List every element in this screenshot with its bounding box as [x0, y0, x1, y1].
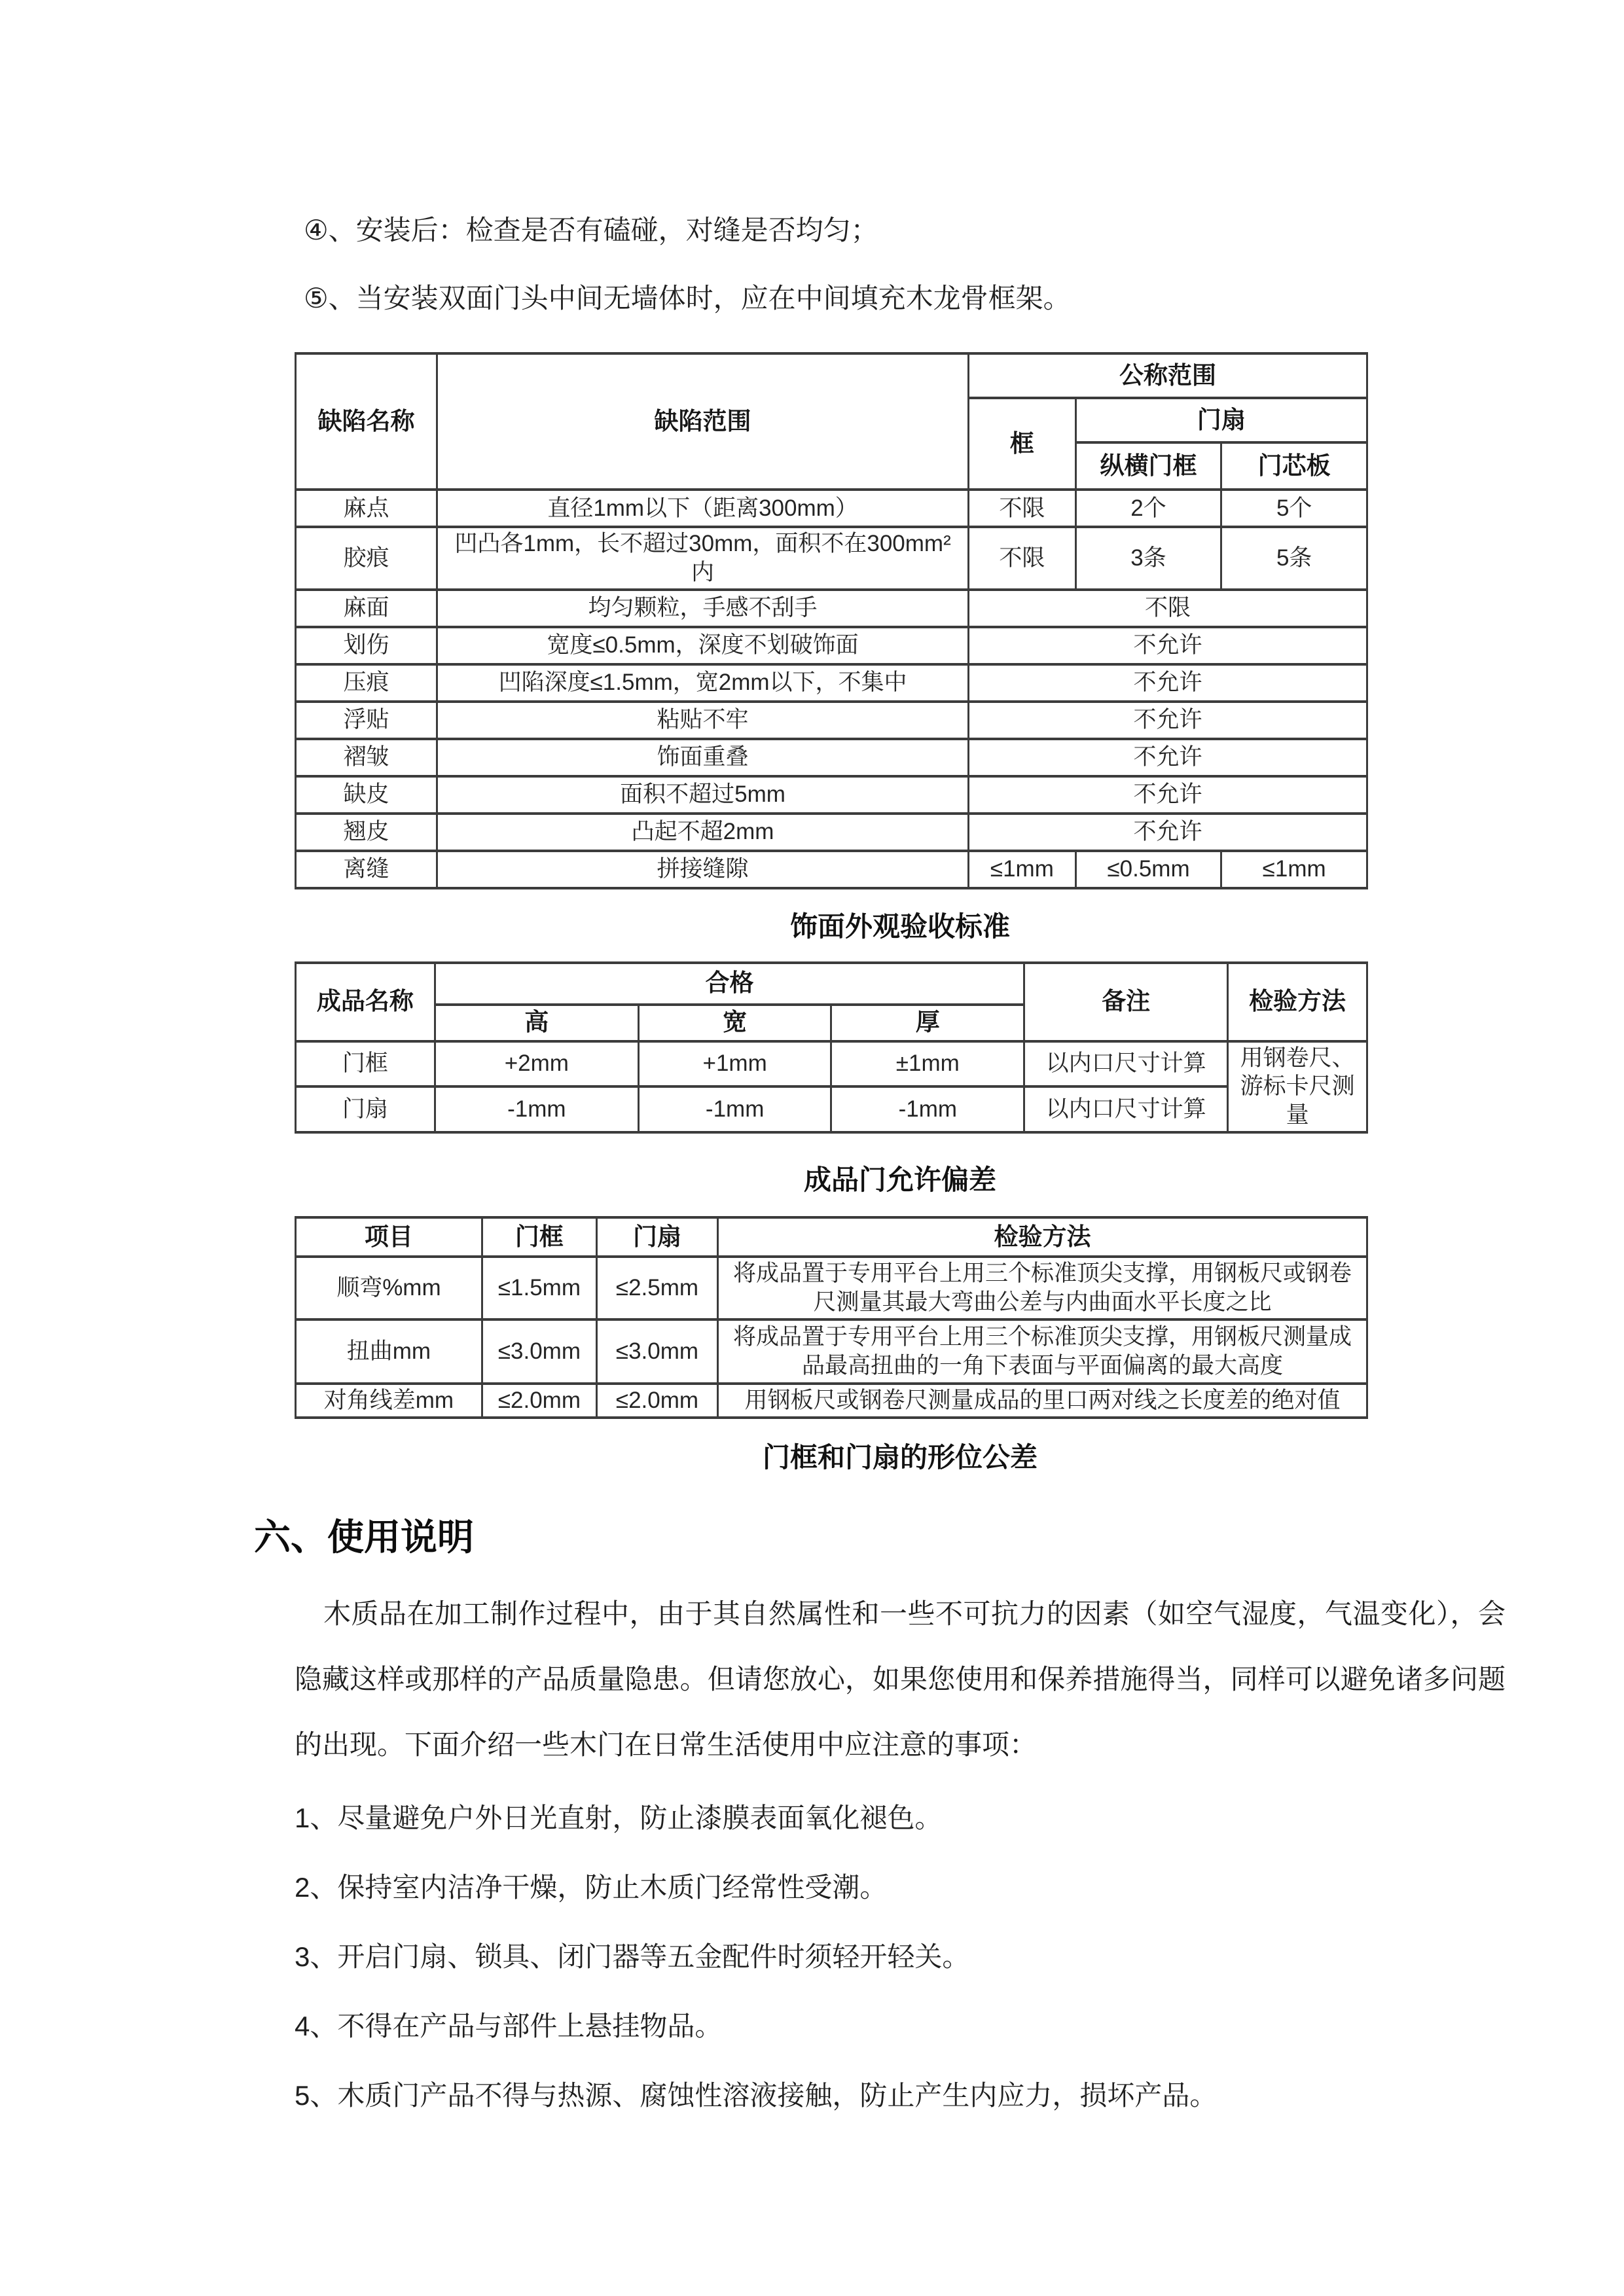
table-row	[296, 1041, 1367, 1087]
table-row	[296, 627, 1367, 664]
table-cell: ≤1.5mm	[482, 1257, 596, 1319]
table-cell: 面积不超过5mm	[437, 776, 969, 814]
table-cell: 对角线差mm	[296, 1384, 482, 1418]
table-cell: 缺皮	[296, 776, 437, 814]
table-cell: 以内口尺寸计算	[1024, 1041, 1228, 1087]
table-cell: 以内口尺寸计算	[1024, 1086, 1228, 1132]
table-cell: 不允许	[969, 739, 1367, 776]
table-cell: ≤1mm	[1221, 851, 1367, 888]
table-cell: 将成品置于专用平台上用三个标准顶尖支撑，用钢板尺测量成品最高扭曲的一角下表面与平面偏离的最大高度	[717, 1319, 1367, 1384]
table-row	[296, 1319, 1367, 1384]
table-cell: -1mm	[638, 1086, 831, 1132]
table-cell: ≤2.0mm	[482, 1384, 596, 1418]
table-cell: 不允许	[969, 627, 1367, 664]
table-cell: ≤0.5mm	[1075, 851, 1221, 888]
table-cell: 3条	[1075, 527, 1221, 590]
table-cell: 扭曲mm	[296, 1319, 482, 1384]
table-cell: 2个	[1075, 490, 1221, 527]
table-cell: 麻点	[296, 490, 437, 527]
tolerance-header-row	[296, 1217, 1367, 1257]
usage-paragraph: 木质品在加工制作过程中，由于其自然属性和一些不可抗力的因素（如空气湿度，气温变化），会隐藏这样或那样的产品质量隐患。但请您放心，如果您使用和保养措施得当，同样可以避免诸多问题的出现。下面介绍一些木门在日常生活使用中应注意的事项：	[295, 1598, 1506, 1760]
defects-col-frame-header: 框	[969, 398, 1076, 490]
table-row	[296, 664, 1367, 702]
defects-col-nominal-header: 公称范围	[969, 353, 1367, 398]
table-cell: 不允许	[969, 664, 1367, 702]
table-row	[296, 1257, 1367, 1319]
table-row	[296, 527, 1367, 590]
table-cell: 不允许	[969, 814, 1367, 851]
table-cell: 褶皱	[296, 739, 437, 776]
finished-col-width-header: 宽	[638, 1005, 831, 1041]
defects-header-row-1	[296, 353, 1367, 398]
install-note-4: ④、安装后：检查是否有磕碰，对缝是否均匀；	[304, 215, 878, 245]
finished-door-table-caption: 成品门允许偏差	[803, 1164, 996, 1195]
table-cell: ≤2.5mm	[596, 1257, 717, 1319]
table-cell: ≤3.0mm	[482, 1319, 596, 1384]
defects-col-name-header: 缺陷名称	[296, 353, 437, 490]
table-row	[296, 739, 1367, 776]
usage-item-3: 3、开启门扇、锁具、闭门器等五金配件时须轻开轻关。	[295, 1941, 970, 1972]
table-cell: 粘贴不牢	[437, 702, 969, 739]
table-cell: 麻面	[296, 590, 437, 627]
defects-col-core-header: 门芯板	[1221, 442, 1367, 490]
table-cell: 拼接缝隙	[437, 851, 969, 888]
finished-col-pass-header: 合格	[435, 963, 1024, 1005]
table-cell: 均匀颗粒，手感不刮手	[437, 590, 969, 627]
table-cell: 不限	[969, 527, 1076, 590]
table-cell: -1mm	[435, 1086, 638, 1132]
finished-col-height-header: 高	[435, 1005, 638, 1041]
usage-item-5: 5、木质门产品不得与热源、腐蚀性溶液接触，防止产生内应力，损坏产品。	[295, 2079, 1218, 2111]
table-cell: 凹凸各1mm，长不超过30mm，面积不在300mm²内	[437, 527, 969, 590]
finished-col-note-header: 备注	[1024, 963, 1228, 1041]
table-cell: 划伤	[296, 627, 437, 664]
table-cell: 宽度≤0.5mm，深度不划破饰面	[437, 627, 969, 664]
table-row	[296, 490, 1367, 527]
defects-col-range-header: 缺陷范围	[437, 353, 969, 490]
tolerance-col-leaf-header: 门扇	[596, 1217, 717, 1257]
table-row	[296, 702, 1367, 739]
finished-col-name-header: 成品名称	[296, 963, 435, 1041]
table-cell: 门框	[296, 1041, 435, 1087]
table-cell: 不限	[969, 490, 1076, 527]
tolerance-col-method-header: 检验方法	[717, 1217, 1367, 1257]
finished-header-row-1	[296, 963, 1367, 1005]
table-cell: 压痕	[296, 664, 437, 702]
finished-col-method-header: 检验方法	[1228, 963, 1367, 1041]
table-cell: 浮贴	[296, 702, 437, 739]
table-cell: ≤2.0mm	[596, 1384, 717, 1418]
table-row	[296, 590, 1367, 627]
install-note-5: ⑤、当安装双面门头中间无墙体时，应在中间填充木龙骨框架。	[304, 283, 1071, 314]
table-cell: 用钢卷尺、游标卡尺测量	[1228, 1041, 1367, 1132]
table-cell: 不允许	[969, 702, 1367, 739]
table-cell: 5条	[1221, 527, 1367, 590]
defects-table	[295, 352, 1368, 889]
table-cell: 将成品置于专用平台上用三个标准顶尖支撑，用钢板尺或钢卷尺测量其最大弯曲公差与内曲面水平长度之比	[717, 1257, 1367, 1319]
table-cell: 顺弯%mm	[296, 1257, 482, 1319]
section-heading: 六、使用说明	[254, 1516, 474, 1558]
table-cell: 不允许	[969, 776, 1367, 814]
table-cell: ±1mm	[831, 1041, 1024, 1087]
table-cell: 离缝	[296, 851, 437, 888]
tolerance-table-caption: 门框和门扇的形位公差	[762, 1441, 1038, 1473]
usage-item-2: 2、保持室内洁净干燥，防止木质门经常性受潮。	[295, 1871, 888, 1903]
table-cell: 凸起不超2mm	[437, 814, 969, 851]
table-cell: +1mm	[638, 1041, 831, 1087]
finished-col-thick-header: 厚	[831, 1005, 1024, 1041]
table-cell: +2mm	[435, 1041, 638, 1087]
table-cell: 不限	[969, 590, 1367, 627]
table-row	[296, 1384, 1367, 1418]
table-cell: 直径1mm以下（距离300mm）	[437, 490, 969, 527]
table-cell: 5个	[1221, 490, 1367, 527]
table-cell: 翘皮	[296, 814, 437, 851]
defects-col-leaf-header: 门扇	[1075, 398, 1367, 442]
tolerance-table	[295, 1216, 1368, 1419]
table-cell: ≤3.0mm	[596, 1319, 717, 1384]
table-cell: 胶痕	[296, 527, 437, 590]
usage-item-1: 1、尽量避免户外日光直射，防止漆膜表面氧化褪色。	[295, 1802, 943, 1833]
table-cell: -1mm	[831, 1086, 1024, 1132]
table-cell: 门扇	[296, 1086, 435, 1132]
defects-table-caption: 饰面外观验收标准	[789, 910, 1010, 942]
defects-col-stile-header: 纵横门框	[1075, 442, 1221, 490]
usage-item-4: 4、不得在产品与部件上悬挂物品。	[295, 2010, 723, 2041]
table-row	[296, 851, 1367, 888]
table-cell: 饰面重叠	[437, 739, 969, 776]
table-cell: 用钢板尺或钢卷尺测量成品的里口两对线之长度差的绝对值	[717, 1384, 1367, 1418]
finished-door-table	[295, 961, 1368, 1134]
table-cell: ≤1mm	[969, 851, 1076, 888]
table-row	[296, 776, 1367, 814]
table-row	[296, 814, 1367, 851]
tolerance-col-item-header: 项目	[296, 1217, 482, 1257]
table-row	[296, 1086, 1367, 1132]
table-cell: 凹陷深度≤1.5mm，宽2mm以下，不集中	[437, 664, 969, 702]
tolerance-col-frame-header: 门框	[482, 1217, 596, 1257]
